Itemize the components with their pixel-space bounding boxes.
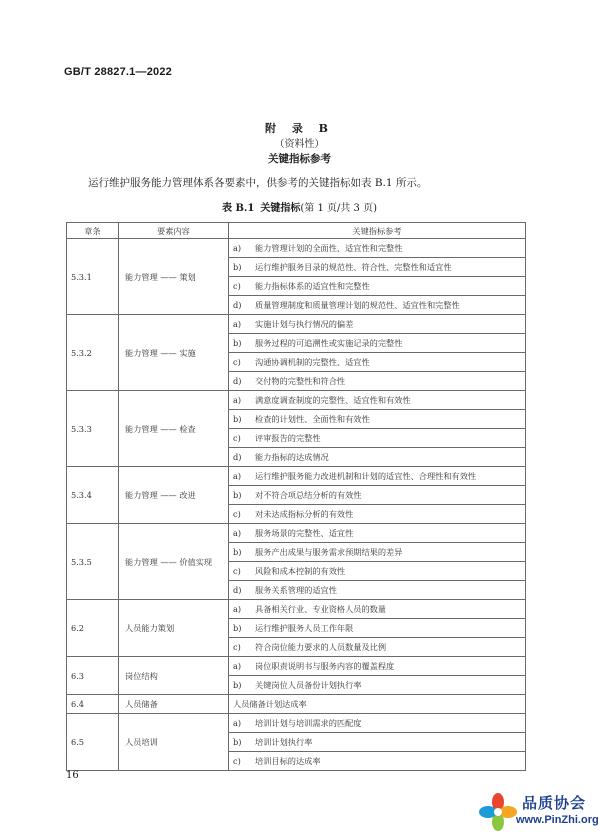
indicator-label: d) (233, 585, 242, 595)
table-row (67, 315, 526, 334)
indicator-text: 培训计划与培训需求的匹配度 (255, 718, 362, 728)
indicator-text: 运行维护服务能力改进机制和计划的适宜性、合理性和有效性 (255, 471, 477, 481)
indicator-text: 培训计划执行率 (255, 737, 313, 747)
indicator-cell (229, 448, 526, 467)
chapter-cell: 5.3.3 (67, 391, 119, 467)
indicator-label: b) (233, 490, 242, 500)
indicator-cell (229, 524, 526, 543)
header-indicator: 关键指标参考 (229, 223, 526, 239)
indicator-cell (229, 733, 526, 752)
watermark-logo (470, 788, 599, 836)
indicator-text: 满意度调查制度的完整性、适宜性和有效性 (255, 395, 411, 405)
indicator-label: a) (233, 661, 242, 671)
appendix-subtitle: 关键指标参考 (268, 153, 331, 165)
indicator-label: b) (233, 737, 242, 747)
chapter-cell: 5.3.5 (67, 524, 119, 600)
element-cell: 能力管理 —— 策划 (119, 239, 229, 315)
indicator-label: a) (233, 528, 242, 538)
indicator-label: b) (233, 262, 242, 272)
indicator-cell (229, 239, 526, 258)
flower-logo-icon (478, 792, 518, 832)
indicator-text: 风险和成本控制的有效性 (255, 566, 346, 576)
element-cell: 能力管理 —— 检查 (119, 391, 229, 467)
element-cell: 人员培训 (119, 714, 229, 771)
element-cell: 能力管理 —— 实施 (119, 315, 229, 391)
indicator-cell (229, 638, 526, 657)
indicator-label: c) (233, 509, 241, 519)
indicator-label: b) (233, 623, 242, 633)
table-row (67, 524, 526, 543)
indicator-cell (229, 562, 526, 581)
indicator-cell (229, 695, 526, 714)
table-row (67, 391, 526, 410)
watermark-name: 品质协会 (522, 794, 587, 812)
table-caption (0, 199, 599, 214)
indicator-text: 交付物的完整性和符合性 (255, 376, 346, 386)
table-row (67, 600, 526, 619)
indicator-cell (229, 581, 526, 600)
indicator-cell (229, 505, 526, 524)
indicator-cell (229, 600, 526, 619)
table-row (67, 467, 526, 486)
indicator-cell (229, 372, 526, 391)
chapter-cell: 6.5 (67, 714, 119, 771)
chapter-cell: 5.3.4 (67, 467, 119, 524)
indicator-cell (229, 486, 526, 505)
indicator-label: a) (233, 471, 242, 481)
indicator-label: c) (233, 281, 241, 291)
table-row (67, 239, 526, 258)
indicator-label: c) (233, 566, 241, 576)
indicator-cell (229, 410, 526, 429)
indicator-cell (229, 296, 526, 315)
indicator-cell (229, 353, 526, 372)
indicator-text: 对不符合项总结分析的有效性 (255, 490, 362, 500)
indicator-label: a) (233, 319, 242, 329)
element-cell: 人员能力策划 (119, 600, 229, 657)
indicator-text: 服务产出成果与服务需求预期结果的差异 (255, 547, 403, 557)
element-cell: 人员储备 (119, 695, 229, 714)
indicator-label: b) (233, 338, 242, 348)
element-cell: 能力管理 —— 价值实现 (119, 524, 229, 600)
element-cell: 岗位结构 (119, 657, 229, 695)
chapter-cell: 5.3.1 (67, 239, 119, 315)
element-cell: 能力管理 —— 改进 (119, 467, 229, 524)
page-number: 16 (66, 770, 79, 781)
indicator-label: b) (233, 547, 242, 557)
standard-code: GB/T 28827.1—2022 (64, 66, 172, 78)
indicator-label: a) (233, 604, 242, 614)
indicator-label: d) (233, 452, 242, 462)
table-body (67, 239, 526, 771)
table-row (67, 714, 526, 733)
indicator-text: 人员储备计划达成率 (233, 699, 307, 709)
indicator-text: 实施计划与执行情况的偏差 (255, 319, 354, 329)
indicator-text: 运行维护服务人员工作年限 (255, 623, 354, 633)
indicator-label: d) (233, 300, 242, 310)
indicator-text: 检查的计划性、全面性和有效性 (255, 414, 370, 424)
indicator-cell (229, 619, 526, 638)
key-indicators-table (66, 222, 526, 771)
indicator-text: 能力指标体系的适宜性和完整性 (255, 281, 370, 291)
table-caption-title: 关键指标 (260, 203, 301, 214)
appendix-title: 附 录 B (265, 122, 334, 135)
indicator-text: 培训目标的达成率 (255, 756, 321, 766)
indicator-label: b) (233, 680, 242, 690)
indicator-text: 符合岗位能力要求的人员数量及比例 (255, 642, 387, 652)
header-element: 要素内容 (119, 223, 229, 239)
chapter-cell: 6.2 (67, 600, 119, 657)
indicator-text: 能力管理计划的全面性、适宜性和完整性 (255, 243, 403, 253)
indicator-cell (229, 315, 526, 334)
chapter-cell: 6.4 (67, 695, 119, 714)
chapter-cell: 5.3.2 (67, 315, 119, 391)
indicator-text: 关键岗位人员备份计划执行率 (255, 680, 362, 690)
indicator-text: 服务关系管理的适宜性 (255, 585, 337, 595)
table-header-row (67, 223, 526, 239)
indicator-label: a) (233, 243, 242, 253)
indicator-text: 评审报告的完整性 (255, 433, 321, 443)
indicator-cell (229, 752, 526, 771)
indicator-text: 沟通协调机制的完整性、适宜性 (255, 357, 370, 367)
table-row (67, 657, 526, 676)
intro-paragraph: 运行维护服务能力管理体系各要素中，供参考的关键指标如表 B.1 所示。 (88, 177, 428, 189)
indicator-label: a) (233, 718, 242, 728)
indicator-text: 对未达成指标分析的有效性 (255, 509, 354, 519)
indicator-label: c) (233, 642, 241, 652)
table-row (67, 695, 526, 714)
indicator-text: 岗位职责说明书与服务内容的覆盖程度 (255, 661, 395, 671)
header-chapter: 章条 (67, 223, 119, 239)
indicator-text: 能力指标的达成情况 (255, 452, 329, 462)
indicator-label: c) (233, 433, 241, 443)
indicator-cell (229, 334, 526, 353)
indicator-cell (229, 543, 526, 562)
indicator-text: 质量管理制度和质量管理计划的规范性、适宜性和完整性 (255, 300, 460, 310)
watermark-url: www.PinZhi.org (516, 814, 599, 826)
indicator-label: d) (233, 376, 242, 386)
indicator-text: 服务场景的完整性、适宜性 (255, 528, 354, 538)
indicator-cell (229, 429, 526, 448)
indicator-label: b) (233, 414, 242, 424)
appendix-type: （资料性） (274, 139, 325, 150)
chapter-cell: 6.3 (67, 657, 119, 695)
indicator-label: c) (233, 357, 241, 367)
indicator-label: c) (233, 756, 241, 766)
indicator-text: 运行维护服务目录的规范性、符合性、完整性和适宜性 (255, 262, 452, 272)
indicator-text: 具备相关行业、专业资格人员的数量 (255, 604, 387, 614)
indicator-cell (229, 391, 526, 410)
table-caption-page: (第 1 页/共 3 页) (300, 203, 377, 214)
indicator-cell (229, 277, 526, 296)
indicator-cell (229, 258, 526, 277)
indicator-cell (229, 714, 526, 733)
indicator-cell (229, 467, 526, 486)
indicator-cell (229, 676, 526, 695)
table-caption-label: 表 B.1 (222, 203, 255, 214)
indicator-cell (229, 657, 526, 676)
indicator-text: 服务过程的可追溯性或实施记录的完整性 (255, 338, 403, 348)
indicator-label: a) (233, 395, 242, 405)
